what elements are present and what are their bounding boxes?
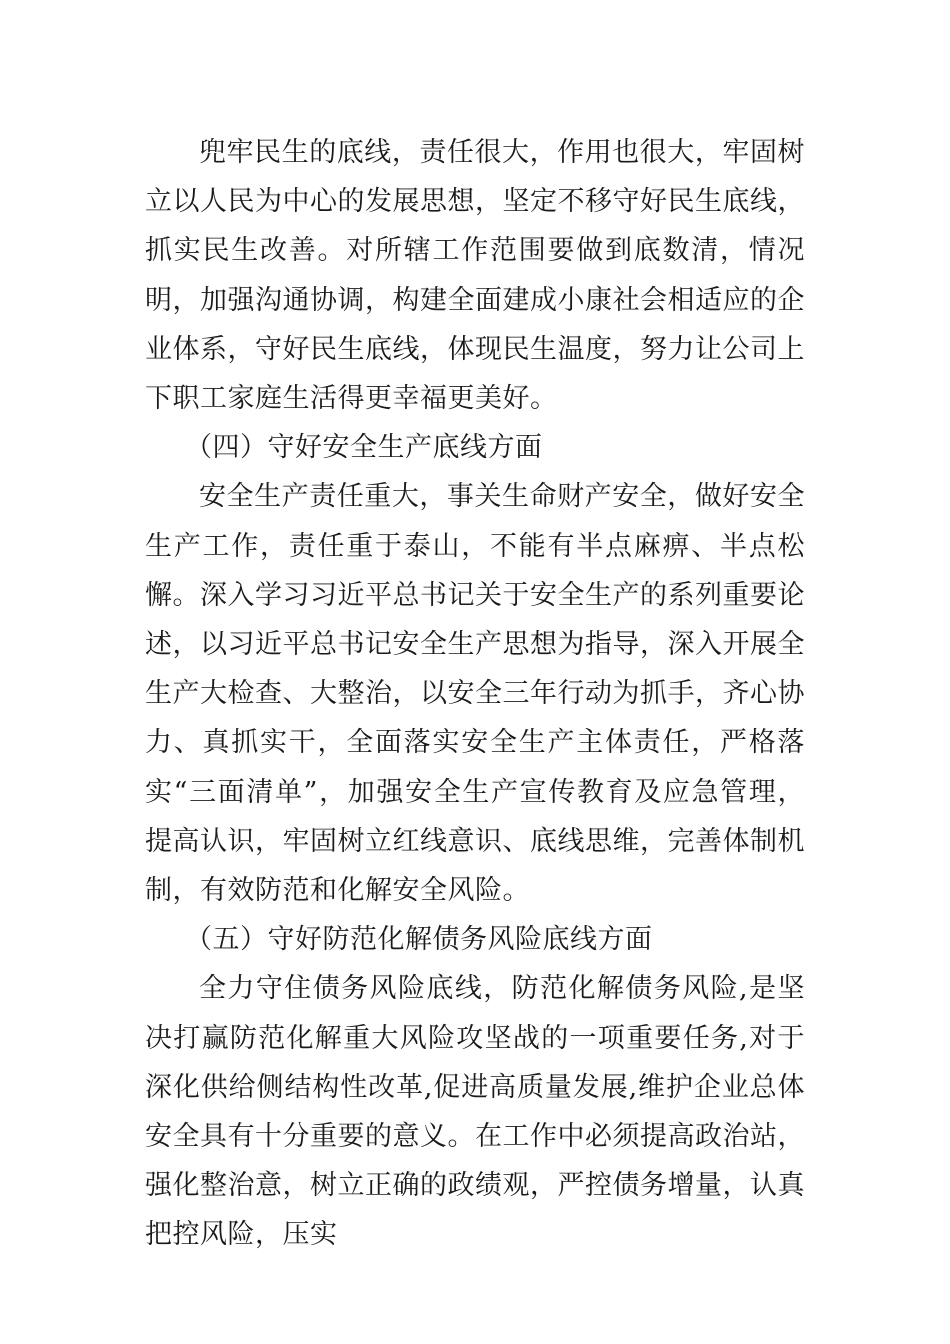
document-body bbox=[145, 128, 805, 1260]
paragraph-livelihood: 兜牢民生的底线，责任很大，作用也很大，牢固树立以人民为中心的发展思想，坚定不移守好民生底线，抓实民生改善。对所辖工作范围要做到底数清，情况明，加强沟通协调，构建全面建成小康社会相适应的企业体系，守好民生底线，体现民生温度，努力让公司上下职工家庭生活得更幸福更美好。 bbox=[145, 137, 805, 415]
section-heading-safety: （四）守好安全生产底线方面 bbox=[185, 432, 543, 464]
paragraph-safety: 安全生产责任重大，事关生命财产安全，做好安全生产工作，责任重于泰山，不能有半点麻痹、半点松懈。深入学习习近平总书记关于安全生产的系列重要论述，以习近平总书记安全生产思想为指导，深入开展全生产大检查、大整治，以安全三年行动为抓手，齐心协力、真抓实干，全面落实安全生产主体责任，严格落实“三面清单”，加强安全生产宣传教育及应急管理，提高认识，牢固树立红线意识、底线思维，完善体制机制，有效防范和化解安全风险。 bbox=[145, 481, 805, 907]
paragraph-debt-risk: 全力守住债务风险底线，防范化解债务风险,是坚决打赢防范化解重大风险攻坚战的一项重要任务,对于深化供给侧结构性改革,促进高质量发展,维护企业总体安全具有十分重要的意义。在工作中必须提高政治站，强化整治意，树立正确的政绩观，严控债务增量，认真把控风险，压实 bbox=[145, 973, 805, 1251]
section-heading-debt-risk: （五）守好防范化解债务风险底线方面 bbox=[185, 924, 653, 956]
